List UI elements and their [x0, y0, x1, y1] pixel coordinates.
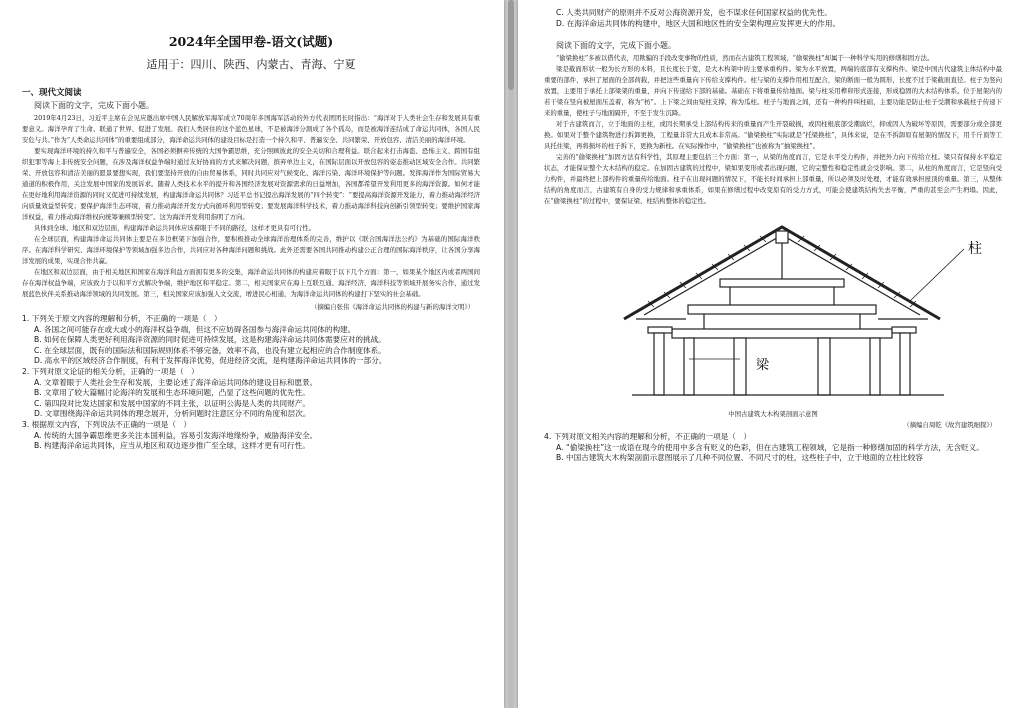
- question-option: D. 文章围绕海洋命运共同体的理念展开，分析问题时注意区分不同的角度和层次。: [34, 409, 311, 419]
- paragraph: 2019年4月23日，习近平主席在会见应邀出席中国人民解放军海军成立70周年多国海军活动的外方代表团团长时指出：“海洋对于人类社会生存和发展具有重要意义。海洋孕育了生命、联通了世界、促进了发展。我们人类居住的这个蓝色星球，不是被海洋分割成了各个孤岛，而是被海洋连结成了命运共同体，各国人民安危与共。”作为“人类命运共同体”的重要组成部分，海洋命运共同体的建设目标是打造一个持久和平、普遍安全、共同繁荣、开放包容、清洁美丽的海洋环境。: [22, 114, 480, 144]
- question-option: B. 如何在保障人类更好利用海洋资源的同时促进可持续发展，这是构建海洋命运共同体需要应对的挑战。: [34, 335, 386, 345]
- outer-column-right: [900, 333, 910, 395]
- source-citation: （摘编自张伟《海洋命运共同体的构建与新的海洋文明》）: [311, 303, 474, 311]
- center-column-right: [818, 338, 830, 395]
- question-stem: 1. 下列关于原文内容的理解和分析，不正确的一项是（ ）: [22, 314, 222, 323]
- question-stem: 3. 根据原文内容，下列说法不正确的一项是（ ）: [22, 419, 192, 429]
- question-option: B. 文章用了较大篇幅讨论海洋的发展和生态环境问题，凸显了这些问题的优先性。: [34, 388, 310, 398]
- question-2: [22, 367, 480, 420]
- paragraph: 具体到全球、地区和双边层面，构建海洋命运共同体应该着眼于不同的路径，这样才更具有可行性。: [34, 224, 316, 232]
- inner-column-left: [684, 338, 694, 395]
- question-stem: 4. 下列对原文相关内容的理解和分析，不正确的一项是（ ）: [544, 432, 752, 442]
- question-option: D. 在海洋命运共同体的构建中，地区大国和地区性的安全架构理应发挥更大的作用。: [556, 18, 841, 28]
- question-stem: 2. 下列对原文论证的相关分析，正确的一项是（ ）: [22, 366, 199, 376]
- pillar-leader-line: [910, 249, 964, 301]
- question-4: [544, 432, 1002, 464]
- question-option: A. 各国之间可能存在或大或小的海洋权益争端，但这不应妨碍各国参与海洋命运共同体的构建。: [34, 324, 356, 334]
- paragraph: 要实现海洋环境的持久和平与普遍安全，各国必须摒弃传统的大国争霸思维，充分照顾彼此的安全关切和合理利益。联合起来打击海盗、恐怖主义、跨国有组织犯罪等海上非传统安全问题，在涉及海洋权益争端时通过友好协商的方式来解决问题，摈弃单边主义，在国际层面以开放包容的姿态推动区域安全合作。共同繁荣、开放包容和清洁美丽的愿景要想实现，我们要坚持开放的自由贸易体系，同时共同应对气候变化、海洋污染、海洋环境保护等问题。发挥海洋作为国际贸易大通道的积极作用，关注发展中国家的发展诉求。随着人类技术水平的提升和各国经济发展对资源需求的日益增加，各国都希望开发利用更多的海洋资源。如何才能在更好地利用海洋资源的同时又促进可持续发展，构建海洋命运共同体？习近平总书记提出海洋发展的“四个转变”：“要提高海洋资源开发能力，着力推动海洋经济向质量效益型转变；要保护海洋生态环境，着力推动海洋开发方式向循环利用型转变；要发展海洋科学技术，着力推动海洋科技向创新引领型转变；要维护国家海洋权益，着力推动海洋维权向统筹兼顾型转变”。这为海洋开发利用指明了方向。: [22, 147, 480, 221]
- pillar-label: 柱: [968, 241, 982, 258]
- center-column-left: [734, 338, 746, 395]
- question-option: C. 人类共同财产的原则并不反对公海资源开发，也不谋求任何国家权益的优先性。: [556, 8, 832, 17]
- outer-column-left: [654, 333, 664, 395]
- paragraph: 完善的“偷梁换柱”加固方法有科学性，其原理主要包括三个方面：第一，从梁的角度而言，它是水平受力构件，并把外力向下传给立柱。梁只有保持水平稳定状态，才能保证整个大木结构的稳定。在加固古建筑的过程中，梁如果变形或者出现问题，它的完整性和稳定性就会受影响。第二，从柱的角度而言，它是竖向受力构件，并最终把上部构件的重量传给地面。柱子在出现问题的情况下，不能长时间承担上部重量，所以必须及时处理，才能有效承担屋顶的重量。第三，从整体结构的角度而言，古建筑有自身的受力规律和承重体系，如果在修缮过程中改变原有的受力方式，可能会使建筑结构失去平衡，严重的甚至会产生坍塌。因此，在“偷梁换柱”的过程中，要保证梁、柱结构整体的稳定性。: [544, 153, 1002, 206]
- upper-beam: [720, 279, 844, 287]
- question-option: A. 文章着眼于人类社会生存和发展，主要论述了海洋命运共同体的建设目标和愿景。: [34, 377, 318, 387]
- question-option: B. 中国古建筑大木构架剖面示意图展示了几种不同位置、不同尺寸的柱，这些柱子中，立于地面的立柱比较容: [556, 453, 923, 463]
- paragraph: “偷梁换柱”多被以借代表，用欺骗的手段改变事物的性质，然而在古建筑工程领域，“偷梁换柱”却属于一种科学实用的修缮和固方法。: [556, 54, 934, 63]
- page-subtitle: 适用于：四川、陕西、内蒙古、青海、宁夏: [146, 58, 356, 71]
- source-citation: （摘编自周乾《故宫建筑细探》）: [903, 421, 996, 430]
- paragraph: 梁是截面形状一般为长方形的木料，且长度长于宽，是大木构架中的主要承重构件。梁为水平放置，两端的底部有支撑构件。梁是中国古代建筑主体结构中最重要的部件，承担了屋面的全部荷载，并把这些重量向下传给支撑构件。柱与梁的支撑作用相互配合，梁的断面一般为圆形，长度不过于梁截面直径。柱子为竖向放置，主要用于承托上部梁架的重量，并向下传递给下部的基础。基础在下将重量传给地面。梁与柱采用榫卯形式连接，形成稳固的大木结构体系。位于屋架内的若干梁在竖向被屋面压盖着，称为“枋”。上下梁之间由短柱支撑，称为瓜柱。柱子与地面之间，还有一种构件叫柱础，主要功能是防止柱子受潮和承载柱子传递下来的重量，使柱子与地面隔开，不至于发生沉降。: [544, 65, 1002, 118]
- timber-frame-figure: [544, 209, 1004, 409]
- question-option: C. 在全球层面，既有的国际法和国际规则体系不够完备，效率不高，也没有建立起相应的合作制度体系。: [34, 345, 386, 355]
- question-option: B. 构建海洋命运共同体，应当从地区和双边逐步推广至全球，这样才更有可行性。: [34, 441, 310, 451]
- beam-label: 梁: [756, 358, 770, 374]
- document-page-2: [518, 0, 1024, 708]
- question-option: A. 传统的大国争霸思维更多关注本国利益，容易引发海洋地缘纷争，威胁海洋安全。: [34, 430, 318, 440]
- figure-caption: 中国古建筑大木构架剖面示意图: [728, 410, 818, 419]
- paragraph: 在地区和双边层面，由于相关地区和国家在海洋利益方面拥有更多的交集，海洋命运共同体的构建应着眼于以下几个方面：第一，如果某个地区内或者两国间存在海洋权益争端，应该致力于以和平方式解决争端，维护地区和平稳定。第二，相关国家应在海上互联互通、海洋经济、海洋科技等领域开展务实合作，通过发展蓝色伙伴关系推动海洋领域的共同发展。第三，相关国家应该加强人文交流，增进民心相通，为海洋命运共同体的构建打下坚实的社会基础。: [22, 268, 480, 298]
- ridge-purlin: [776, 231, 788, 243]
- question-option: D. 高水平的区域经济合作制度，有利于发挥海洋优势，促进经济交流，是构建海洋命运共同体的一部分。: [34, 356, 387, 366]
- inner-column-right: [870, 338, 880, 395]
- scrollbar-track[interactable]: [508, 0, 514, 708]
- timber-frame-diagram: [544, 209, 1004, 409]
- paragraph: 对于古建筑而言，立于地面的主柱，或因长期承受上部结构传来的重量而产生开裂破损，或因柱根底部受潮腐烂，抑或因人为破坏等原因，需要部分或全部更换。如果对于整个建筑物进行拆卸更换，工程量非常大且成本非常高。“偷梁换柱”实际就是“托梁换柱”，具体来说，是在不拆卸原有屋架的情况下，用千斤顶等工具托住梁，再将损坏的柱子拆下，更换为新柱。在实际操作中，“偷梁换柱”也被称为“抽梁换柱”。: [544, 120, 1002, 151]
- middle-beam: [688, 305, 876, 314]
- page-title: 2024年全国甲卷-语文(试题): [168, 34, 334, 49]
- scrollbar-thumb[interactable]: [508, 0, 514, 90]
- paragraph: 在全球层面，构建海洋命运共同体主要是在多边框架下加强合作，要积极推动全球海洋治理体系的完善，维护以《联合国海洋法公约》为基础的国际海洋秩序。在海洋科学研究、海洋环境保护等领域加强多边合作，共同应对各种海洋问题和挑战。此外还需要各国共同推动构建公正合理的国际海洋秩序，让各国分享海洋发展的成果，实现合作共赢。: [22, 235, 480, 265]
- question-3: [22, 420, 480, 452]
- question-option: C. 第四段对比发达国家和发展中国家的不同主张，以证明公海是人类的共同财产。: [34, 398, 310, 408]
- question-1: [22, 314, 480, 367]
- main-beam: [672, 329, 892, 338]
- question-option: A. “偷梁换柱”这一成语在现今的使用中多含有贬义的色彩，但在古建筑工程领域，它是指一种修缮加固的科学方法，无含贬义。: [556, 442, 984, 452]
- reading-instruction: 阅读下面的文字，完成下面小题。: [556, 41, 676, 51]
- document-page-1: [0, 0, 504, 708]
- section-heading: 一、现代文阅读: [22, 88, 82, 98]
- reading-instruction: 阅读下面的文字，完成下面小题。: [34, 101, 154, 110]
